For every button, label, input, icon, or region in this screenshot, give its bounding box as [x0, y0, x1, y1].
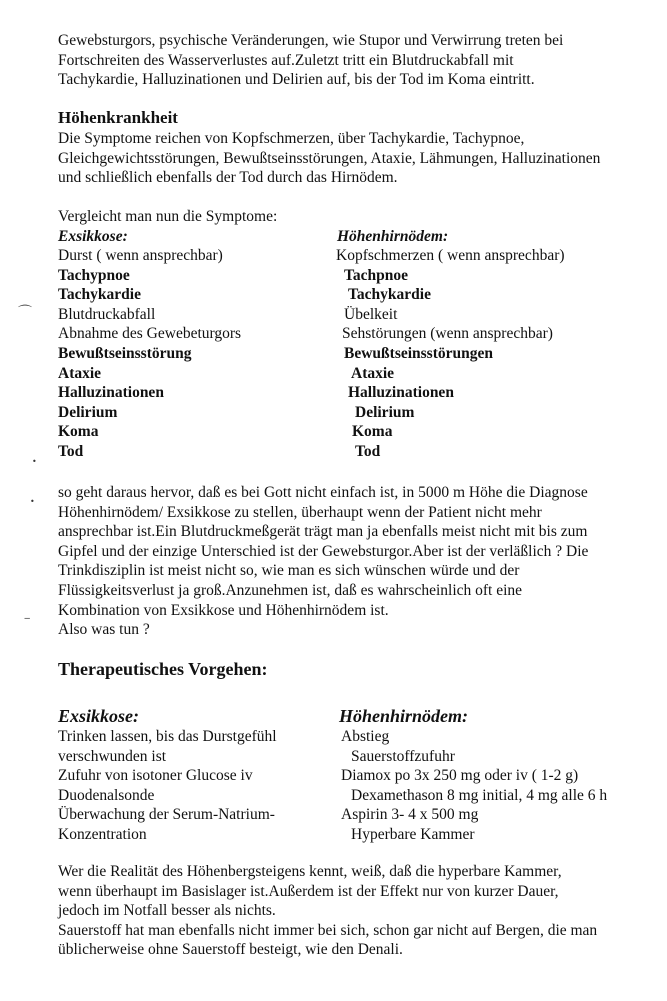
therapy-hoehenhirnoedem-item: Aspirin 3- 4 x 500 mg [341, 806, 479, 824]
comparison-left-heading: Exsikkose: [58, 228, 128, 245]
hoehenkrankheit-line: Gleichgewichtsstörungen, Bewußtseinsstörungen, Ataxie, Lähmungen, Halluzinationen [58, 149, 601, 167]
section-heading-therapie: Therapeutisches Vorgehen: [58, 659, 268, 679]
symptom-hoehenhirnoedem: Tachpnoe [344, 266, 409, 284]
therapy-exsikkose-item: Konzentration [58, 825, 147, 843]
discussion-line: ansprechbar ist.Ein Blutdruckmeßgerät trägt man ja ebenfalls meist nicht mit bis zum [58, 523, 588, 541]
discussion-line: Kombination von Exsikkose und Höhenhirnödem ist. [58, 601, 389, 619]
symptom-exsikkose: Blutdruckabfall [58, 305, 156, 323]
discussion-paragraph [58, 483, 661, 640]
symptom-hoehenhirnoedem: Tachykardie [348, 286, 431, 304]
section-heading-hoehenkrankheit: Höhenkrankheit [58, 108, 178, 127]
closing-line: Sauerstoff hat man ebenfalls nicht immer bei sich, schon gar nicht auf Bergen, die man [58, 921, 598, 939]
closing-line: Wer die Realität des Höhenbergsteigens kennt, weiß, daß die hyperbare Kammer, [58, 863, 562, 880]
comparison-intro: Vergleicht man nun die Symptome: [58, 208, 278, 225]
symptom-hoehenhirnoedem: Ataxie [351, 364, 395, 382]
therapy-left-heading: Exsikkose: [58, 706, 139, 726]
symptom-exsikkose: Bewußtseinsstörung [58, 344, 192, 362]
hoehenkrankheit-line: und schließlich ebenfalls der Tod durch das Hirnödem. [58, 169, 398, 187]
symptom-hoehenhirnoedem: Sehstörungen (wenn ansprechbar) [342, 325, 553, 343]
intro-line: Gewebsturgors, psychische Veränderungen, wie Stupor und Verwirrung treten bei [58, 32, 564, 49]
symptom-hoehenhirnoedem: Übelkeit [344, 305, 398, 323]
therapy-exsikkose-item: verschwunden ist [58, 747, 167, 765]
symptom-hoehenhirnoedem: Bewußtseinsstörungen [344, 344, 493, 362]
discussion-line: Flüssigkeitsverlust ja groß.Anzunehmen ist, daß es wahrscheinlich oft eine [58, 581, 523, 599]
symptom-hoehenhirnoedem: Delirium [355, 403, 415, 421]
symptom-exsikkose: Tod [58, 442, 84, 460]
margin-mark: ‒ [24, 613, 31, 624]
comparison-right-heading: Höhenhirnödem: [337, 228, 449, 245]
therapy-hoehenhirnoedem-item: Hyperbare Kammer [351, 825, 475, 843]
intro-line: Tachykardie, Halluzinationen und Delirien auf, bis der Tod im Koma eintritt. [58, 71, 535, 89]
margin-mark: • [32, 457, 37, 466]
symptom-hoehenhirnoedem: Tod [355, 442, 381, 460]
hoehenkrankheit-line: Die Symptome reichen von Kopfschmerzen, über Tachykardie, Tachypnoe, [58, 130, 525, 147]
margin-mark: • [30, 497, 35, 506]
symptom-exsikkose: Abnahme des Gewebeturgors [58, 325, 242, 343]
therapy-right-list [341, 727, 607, 845]
closing-paragraph [58, 862, 661, 960]
therapy-hoehenhirnoedem-item: Sauerstoffzufuhr [351, 747, 455, 765]
symptom-exsikkose: Durst ( wenn ansprechbar) [58, 247, 223, 264]
symptom-exsikkose: Tachykardie [58, 286, 141, 304]
margin-mark: ⌒ [18, 305, 32, 321]
hoehenkrankheit-paragraph [58, 129, 661, 188]
therapy-exsikkose-item: Zufuhr von isotoner Glucose iv [58, 767, 253, 785]
comparison-right-list [336, 246, 565, 462]
symptom-exsikkose: Koma [58, 423, 99, 441]
therapy-left-list [58, 727, 277, 845]
symptom-exsikkose: Tachypnoe [58, 266, 130, 284]
therapy-right-heading: Höhenhirnödem: [339, 706, 469, 726]
therapy-hoehenhirnoedem-item: Abstieg [341, 728, 390, 745]
symptom-exsikkose: Ataxie [58, 364, 102, 382]
intro-line: Fortschreiten des Wasserverlustes auf.Zuletzt tritt ein Blutdruckabfall mit [58, 51, 514, 69]
closing-line: üblicherweise ohne Sauerstoff besteigt, wie den Denali. [58, 941, 403, 959]
closing-line: wenn überhaupt im Basislager ist.Außerdem ist der Effekt nur von kurzer Dauer, [58, 882, 559, 900]
discussion-closing: Also was tun ? [58, 621, 150, 639]
symptom-hoehenhirnoedem: Halluzinationen [348, 384, 454, 402]
discussion-line: Höhenhirnödem/ Exsikkose zu stellen, überhaupt wenn der Patient nicht mehr [58, 503, 542, 521]
therapy-hoehenhirnoedem-item: Diamox po 3x 250 mg oder iv ( 1-2 g) [341, 767, 579, 785]
discussion-line: Gipfel und der einzige Unterschied ist der Gewebsturgor.Aber ist der verläßlich ? Die [58, 542, 589, 560]
therapy-exsikkose-item: Überwachung der Serum-Natrium- [58, 806, 275, 824]
therapy-exsikkose-item: Duodenalsonde [58, 786, 155, 804]
discussion-line: Trinkdisziplin ist meist nicht so, wie man es sich wünschen würde und der [58, 562, 520, 580]
discussion-line: so geht daraus hervor, daß es bei Gott nicht einfach ist, in 5000 m Höhe die Diagnose [58, 484, 588, 501]
symptom-hoehenhirnoedem: Koma [352, 423, 393, 441]
symptom-exsikkose: Delirium [58, 403, 118, 421]
comparison-left-list [58, 246, 241, 462]
symptom-hoehenhirnoedem: Kopfschmerzen ( wenn ansprechbar) [336, 247, 565, 264]
symptom-exsikkose: Halluzinationen [58, 384, 164, 402]
therapy-exsikkose-item: Trinken lassen, bis das Durstgefühl [58, 728, 277, 745]
closing-line: jedoch im Notfall besser als nichts. [58, 902, 276, 920]
therapy-hoehenhirnoedem-item: Dexamethason 8 mg initial, 4 mg alle 6 h [351, 786, 608, 804]
intro-paragraph [58, 31, 661, 90]
